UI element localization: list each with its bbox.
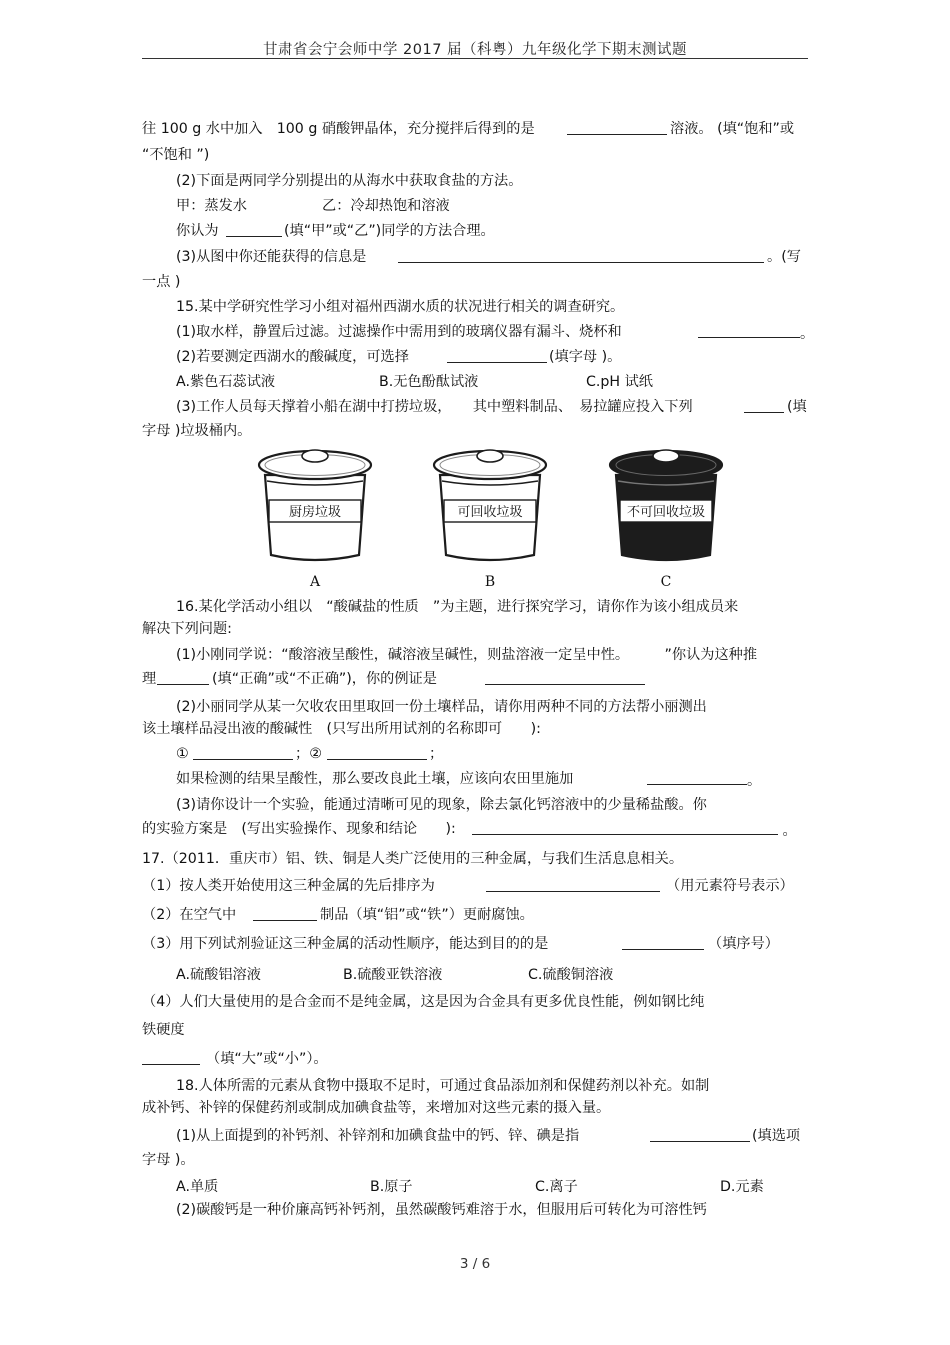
text-line: ； (429, 746, 444, 762)
option-a: A.单质 (176, 1179, 219, 1195)
option-d: D.元素 (720, 1179, 764, 1195)
answer-blank (157, 670, 209, 690)
answer-blank (193, 745, 293, 765)
text-line: （填“大”或“小”）。 (206, 1051, 328, 1067)
answer-blank (253, 906, 317, 926)
answer-blank (622, 935, 704, 955)
answer-blank: 。 (472, 820, 797, 840)
option-a: A.硫酸铝溶液 (176, 967, 261, 983)
text-line: (2)若要测定西湖水的酸碱度，可选择 (176, 349, 409, 365)
waste-bins-figure (252, 443, 732, 593)
text-line: （3）用下列试剂验证这三种金属的活动性顺序，能达到目的的是 (142, 936, 549, 952)
text-line: 字母 )垃圾桶内。 (142, 423, 252, 439)
text-line: （1）按人类开始使用这三种金属的先后排序为 (142, 878, 435, 894)
option-b: B.硫酸亚铁溶液 (343, 967, 443, 983)
answer-blank (327, 745, 427, 765)
question-17: 17.（2011．重庆市）铝、铁、铜是人类广泛使用的三种金属，与我们生活息息相关。 (142, 851, 684, 867)
bin-letter: B (484, 574, 496, 590)
option-b: B.无色酚酞试液 (379, 374, 479, 390)
text-line: 铁硬度 (142, 1022, 185, 1038)
waste-bin-b (434, 450, 546, 590)
question-18: 18.人体所需的元素从食物中摄取不足时，可通过食品添加剂和保健药剂以补充。如制 (176, 1078, 710, 1094)
text-line: (1)小刚同学说：“酸溶液呈酸性，碱溶液呈碱性，则盐溶液一定呈中性。 ”你认为这种推 (176, 647, 758, 663)
question-15: 15.某中学研究性学习小组对福州西湖水质的状况进行相关的调查研究。 (176, 299, 625, 315)
text-line: 理 (142, 671, 157, 687)
answer-blank (398, 248, 764, 268)
answer-blank (744, 398, 784, 418)
text-line: 溶液。 (填“饱和”或 (670, 121, 795, 137)
answer-blank (567, 120, 667, 140)
text-line: (2)碳酸钙是一种价廉高钙补钙剂，虽然碳酸钙难溶于水，但服用后可转化为可溶性钙 (176, 1202, 707, 1218)
text-line: （4）人们大量使用的是合金而不是纯金属，这是因为合金具有更多优良性能，例如钢比纯 (142, 994, 705, 1010)
text-line: ；② (295, 746, 322, 762)
text-line: 一点 ) (142, 274, 181, 290)
answer-blank: 。 (647, 770, 761, 790)
text-line: 甲：蒸发水 (176, 198, 247, 214)
answer-blank (142, 1050, 200, 1070)
page-header-title: 甘肃省会宁会师中学 2017 届（科粤）九年级化学下期末测试题 (262, 42, 688, 58)
text-line: (2)小丽同学从某一欠收农田里取回一份土壤样品，请你用两种不同的方法帮小丽测出 (176, 699, 707, 715)
text-line: （填序号） (708, 936, 779, 952)
text-line: (3)请你设计一个实验，能通过清晰可见的现象，除去氯化钙溶液中的少量稀盐酸。你 (176, 797, 707, 813)
text-line: (2)下面是两同学分别提出的从海水中获取食盐的方法。 (176, 173, 523, 189)
answer-blank (447, 348, 547, 368)
option-c: C.硫酸铜溶液 (528, 967, 614, 983)
header-rule (142, 58, 808, 59)
text-line: （用元素符号表示） (666, 878, 794, 894)
text-line: (填“甲”或“乙”)同学的方法合理。 (284, 223, 495, 239)
text-line: 的实验方案是 (写出实验操作、现象和结论 ): (142, 821, 456, 837)
text-line: (填选项 (752, 1128, 801, 1144)
bin-label: 可回收垃圾 (457, 505, 523, 520)
text-line: （2）在空气中 (142, 907, 237, 923)
answer-blank (485, 670, 645, 690)
text-line: (填字母 )。 (549, 349, 622, 365)
text-line: 往 100 g 水中加入 100 g 硝酸钾晶体，充分搅拌后得到的是 (142, 121, 535, 137)
bin-label: 不可回收垃圾 (626, 505, 706, 520)
text-line: ① (176, 746, 189, 762)
question-16: 16.某化学活动小组以 “酸碱盐的性质 ”为主题，进行探究学习，请你作为该小组成员来 (176, 599, 739, 615)
bin-label: 厨房垃圾 (288, 505, 342, 520)
answer-blank (486, 877, 660, 897)
text-line: 如果检测的结果呈酸性，那么要改良此土壤，应该向农田里施加 (176, 771, 574, 787)
text-line: (3)工作人员每天撑着小船在湖中打捞垃圾， 其中塑料制品、 易拉罐应投入下列 (176, 399, 693, 415)
bin-letter: A (309, 574, 321, 590)
text-line: (填 (787, 399, 807, 415)
text-line: (1)从上面提到的补钙剂、补锌剂和加碘食盐中的钙、锌、碘是指 (176, 1128, 580, 1144)
text-line: 乙：冷却热饱和溶液 (322, 198, 450, 214)
option-b: B.原子 (370, 1179, 413, 1195)
answer-blank (226, 222, 282, 242)
answer-blank (650, 1127, 750, 1147)
text-line: “不饱和 ”) (142, 147, 210, 163)
answer-blank: 。 (698, 323, 814, 343)
text-line: (1)取水样，静置后过滤。过滤操作中需用到的玻璃仪器有漏斗、烧杯和 (176, 324, 622, 340)
text-line: 制品（填“铝”或“铁”）更耐腐蚀。 (320, 907, 534, 923)
bin-letter: C (660, 574, 672, 590)
text-line: 成补钙、补锌的保健药剂或制成加碘食盐等，来增加对这些元素的摄入量。 (142, 1100, 611, 1116)
text-line: 字母 )。 (142, 1152, 195, 1168)
text-line: (填“正确”或“不正确”)，你的例证是 (212, 671, 437, 687)
text-line: 你认为 (176, 223, 219, 239)
option-c: C.离子 (535, 1179, 578, 1195)
option-a: A.紫色石蕊试液 (176, 374, 276, 390)
text-line: 该土壤样品浸出液的酸碱性 (只写出所用试剂的名称即可 ): (142, 721, 541, 737)
waste-bin-c (610, 450, 722, 590)
option-c: C.pH 试纸 (586, 374, 653, 390)
page-number: 3 / 6 (459, 1256, 491, 1272)
waste-bin-a (259, 450, 371, 590)
text-line: 。(写 (767, 249, 801, 265)
text-line: (3)从图中你还能获得的信息是 (176, 249, 367, 265)
text-line: 解决下列问题: (142, 621, 232, 637)
